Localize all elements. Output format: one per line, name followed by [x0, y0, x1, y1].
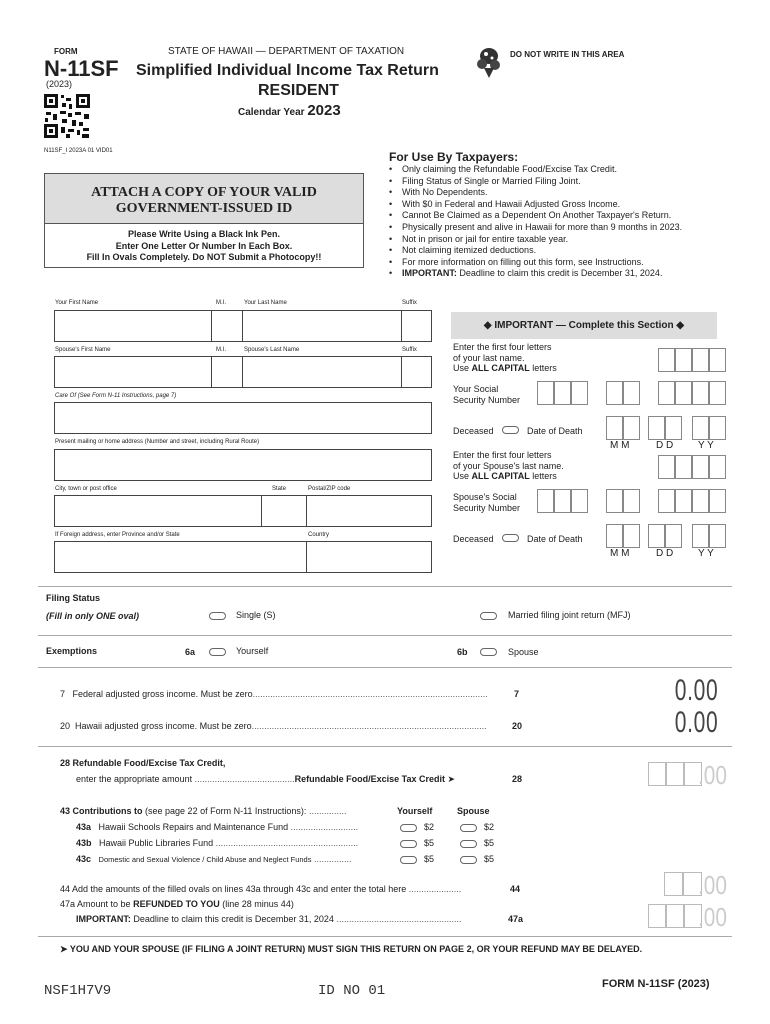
sp-ssn-box-2[interactable] [554, 489, 571, 513]
line-43a: 43a Hawaii Schools Repairs and Maintenance Fund ........................... [76, 822, 359, 832]
line-20: 20 Hawaii adjusted gross income. Must be zero.............................................................................................. [60, 721, 487, 731]
col-yourself: Yourself [397, 806, 433, 816]
line-43-number: 43 [60, 806, 71, 816]
sp-last4-box-3[interactable] [692, 455, 709, 479]
list-item: • For more information on filling out this form, see Instructions. [387, 257, 727, 269]
spouse-last4-instructions [453, 450, 564, 482]
city-field[interactable] [54, 495, 262, 527]
last-name-field[interactable] [242, 310, 402, 342]
divider [38, 667, 732, 668]
43b-yourself-oval[interactable] [400, 840, 417, 848]
43c-yourself-amount: $5 [424, 854, 435, 864]
last4-box-3[interactable] [692, 348, 709, 372]
line-28-text-row: enter the appropriate amount ........................................Refundable Food/Excise Tax Credit ➤ [76, 774, 456, 784]
last4-box-4[interactable] [709, 348, 726, 372]
mm-label: M M [610, 440, 630, 451]
divider [38, 635, 732, 636]
last4-line-2: of your last name. [453, 352, 525, 363]
do-not-write-notice: DO NOT WRITE IN THIS AREA [510, 50, 625, 59]
line-43a-text: Hawaii Schools Repairs and Maintenance Fund [98, 822, 289, 832]
spouse-label: Spouse [508, 647, 539, 657]
state-label: State [272, 486, 287, 492]
43a-yourself-amount: $2 [424, 822, 435, 832]
instr-line-2: Enter One Letter Or Number In Each Box. [115, 240, 293, 251]
last4-box-1[interactable] [658, 348, 675, 372]
exemptions-title: Exemptions [46, 646, 98, 656]
mi-label: M.I. [216, 300, 226, 306]
scan-code-left: NSF1H7V9 [44, 983, 112, 999]
country-label: Country [308, 532, 330, 538]
line-47a-cents: .00 [698, 902, 727, 932]
foreign-province-field[interactable] [54, 541, 307, 573]
sp-last4-line-1: Enter the first four letters [453, 450, 552, 460]
43c-yourself-oval[interactable] [400, 856, 417, 864]
attach-id-banner [45, 174, 363, 224]
line-20-ref: 20 [512, 721, 523, 731]
first-name-label: Your First Name [55, 300, 99, 306]
line-43: 43 Contributions to (see page 22 of Form N-11 Instructions): ............... [60, 806, 347, 816]
last-name-label: Your Last Name [244, 300, 287, 306]
list-item: • Not in prison or jail for entire taxable year. [387, 234, 727, 246]
last4-caps: ALL CAPITAL [471, 363, 530, 373]
col-spouse: Spouse [457, 806, 490, 816]
taxpayers-heading: For Use By Taxpayers: [389, 150, 519, 164]
43b-spouse-amount: $5 [484, 838, 495, 848]
list-item: • Only claiming the Refundable Food/Excise Tax Credit. [387, 164, 727, 176]
important-label: IMPORTANT: [402, 268, 457, 279]
ssn-box-2[interactable] [554, 381, 571, 405]
sp-last4-line-2: of your Spouse's last name. [453, 460, 564, 471]
scan-code-mid: ID NO 01 [318, 983, 386, 999]
form-label: FORM [54, 47, 78, 56]
sp-ssn-box-4[interactable] [606, 489, 623, 513]
form-number: N-11SF [44, 56, 119, 81]
list-item: • Cannot Be Claimed as a Dependent On Another Taxpayer's Return. [387, 210, 727, 222]
amount-box [666, 762, 684, 786]
line-28-amount-field[interactable] [648, 760, 727, 790]
sp-last4-line-3 [453, 471, 564, 482]
line-47a-pre: 47a Amount to be [60, 899, 131, 909]
sp-ssn-box-8[interactable] [692, 489, 709, 513]
address-field[interactable] [54, 449, 432, 481]
line-7-ref: 7 [514, 689, 520, 699]
calendar-year: 2023 [307, 102, 341, 119]
amount-box [648, 762, 666, 786]
spouse-suffix-field[interactable] [401, 356, 432, 388]
spouse-oval[interactable] [480, 648, 497, 656]
city-label: City, town or post office [55, 486, 117, 492]
line-44: 44 Add the amounts of the filled ovals on lines 43a through 43c and enter the total here ..................... [60, 884, 462, 894]
line-43c-number: 43c [76, 854, 92, 864]
sp-dod-mm-box-1[interactable] [606, 524, 623, 548]
ssn-box-4[interactable] [606, 381, 623, 405]
list-item: • Filing Status of Single or Married Filing Joint. [387, 176, 727, 188]
line-6b-number: 6b [457, 647, 468, 657]
form-code: N11SF_I 2023A 01 VID01 [44, 148, 113, 154]
instr-line-3: Fill In Ovals Completely. Do NOT Submit a Photocopy!! [86, 252, 322, 262]
important-banner: ◆ IMPORTANT — Complete this Section ◆ [451, 312, 717, 339]
list-item: • Physically present and alive in Hawaii for more than 9 months in 2023. [387, 222, 727, 234]
form-footer-id: FORM N-11SF (2023) [602, 978, 710, 990]
calendar-year-line [238, 102, 341, 119]
sp-ssn-box-1[interactable] [537, 489, 554, 513]
spouse-first-name-label: Spouse's First Name [55, 347, 111, 353]
sp-last4-caps: ALL CAPITAL [471, 471, 530, 481]
line-44-amount-field[interactable] [664, 870, 727, 900]
line-7-number: 7 [60, 689, 66, 699]
spouse-date-of-death-label: Date of Death [527, 534, 583, 544]
sp-last4-use: Use [453, 471, 470, 481]
line-6a-number: 6a [185, 647, 196, 657]
43a-spouse-oval[interactable] [460, 824, 477, 832]
line-43c-text: Domestic and Sexual Violence / Child Abuse and Neglect Funds [98, 855, 312, 864]
form-title: Simplified Individual Income Tax Return [136, 62, 439, 79]
43c-spouse-amount: $5 [484, 854, 495, 864]
line-43b-text: Hawaii Public Libraries Fund [99, 838, 214, 848]
dod-mm-box-2[interactable] [623, 416, 640, 440]
foreign-label: If Foreign address, enter Province and/or State [55, 532, 180, 538]
line-43c: 43c Domestic and Sexual Violence / Child Abuse and Neglect Funds ............... [76, 854, 352, 864]
last4-instructions [453, 342, 557, 374]
country-field[interactable] [306, 541, 432, 573]
ssn-box-9[interactable] [709, 381, 726, 405]
mfj-oval[interactable] [480, 612, 497, 620]
sp-last4-box-1[interactable] [658, 455, 675, 479]
suffix-label: Suffix [402, 300, 417, 306]
line-28-text: enter the appropriate amount [76, 774, 193, 784]
care-of-field[interactable] [54, 402, 432, 434]
sp-dod-mm-box-2[interactable] [623, 524, 640, 548]
sign-notice: ➤ YOU AND YOUR SPOUSE (IF FILING A JOINT RETURN) MUST SIGN THIS RETURN ON PAGE 2, OR YOUR REFUND MAY BE DELAYED. [60, 944, 643, 954]
divider [38, 936, 732, 937]
43c-spouse-oval[interactable] [460, 856, 477, 864]
ssn-box-5[interactable] [623, 381, 640, 405]
last4-letters: letters [532, 363, 557, 373]
line-43-bold: Contributions to [72, 806, 143, 816]
date-of-death-label: Date of Death [527, 426, 583, 436]
instr-line-1: Please Write Using a Black Ink Pen. [128, 229, 280, 239]
ssn-box-7[interactable] [675, 381, 692, 405]
sp-ssn-box-3[interactable] [571, 489, 588, 513]
line-20-number: 20 [60, 721, 71, 731]
line-47a-amount-field[interactable] [648, 902, 727, 932]
sp-dod-dd-box-2[interactable] [665, 524, 682, 548]
list-item: • With No Dependents. [387, 187, 727, 199]
ssn-line-2: Security Number [453, 394, 521, 405]
line-44-cents: .00 [698, 870, 727, 900]
deceased-oval[interactable] [502, 426, 519, 434]
last4-use: Use [453, 363, 470, 373]
line-28-bold: Refundable Food/Excise Tax Credit [294, 774, 445, 784]
form-year: (2023) [46, 79, 73, 89]
dod-yy-box-1[interactable] [692, 416, 709, 440]
line-47a [60, 899, 294, 909]
amount-box [666, 904, 684, 928]
list-item: • Not claiming itemized deductions. [387, 245, 727, 257]
address-label: Present mailing or home address (Number and street, including Rural Route) [55, 439, 260, 445]
last4-line-1: Enter the first four letters [453, 342, 552, 352]
state-seal-icon [476, 46, 502, 80]
zip-field[interactable] [306, 495, 432, 527]
line-7-text: Federal adjusted gross income. Must be zero [72, 689, 253, 699]
filing-status-sub: (Fill in only ONE oval) [46, 611, 140, 621]
zip-label: Postal/ZIP code [308, 486, 351, 492]
ssn-box-6[interactable] [658, 381, 675, 405]
form-subtitle: RESIDENT [258, 82, 339, 99]
ssn-box-3[interactable] [571, 381, 588, 405]
calendar-prefix: Calendar Year [238, 107, 305, 118]
dod-mm-box-1[interactable] [606, 416, 623, 440]
yourself-oval[interactable] [209, 648, 226, 656]
attach-instructions [45, 224, 363, 264]
dd-label: D D [656, 440, 674, 451]
line-47a-imp-label: IMPORTANT: [76, 914, 131, 924]
single-oval[interactable] [209, 612, 226, 620]
last4-line-3 [453, 363, 557, 374]
sp-ssn-box-9[interactable] [709, 489, 726, 513]
line-44-text: 44 Add the amounts of the filled ovals on lines 43a through 43c and enter the total here [60, 884, 407, 894]
sp-last4-box-4[interactable] [709, 455, 726, 479]
mi-field[interactable] [211, 310, 243, 342]
sp-last4-letters: letters [532, 471, 557, 481]
sp-yy-label: Y Y [698, 548, 714, 559]
sp-dod-yy-box-2[interactable] [709, 524, 726, 548]
line-47a-important: IMPORTANT: Deadline to claim this credit is December 31, 2024 .................................................. [76, 914, 462, 924]
line-7-value: 0.00 [674, 674, 718, 707]
43a-yourself-oval[interactable] [400, 824, 417, 832]
line-43b-number: 43b [76, 838, 92, 848]
divider [38, 586, 732, 587]
sp-ssn-line-1: Spouse's Social [453, 492, 517, 502]
suffix-field[interactable] [401, 310, 432, 342]
spouse-mi-field[interactable] [211, 356, 243, 388]
state-field[interactable] [261, 495, 307, 527]
single-label: Single (S) [236, 610, 276, 620]
amount-box [648, 904, 666, 928]
line-44-ref: 44 [510, 884, 521, 894]
line-7: 7 Federal adjusted gross income. Must be zero.............................................................................................. [60, 689, 488, 699]
attach-id-box [44, 173, 364, 268]
ssn-box-1[interactable] [537, 381, 554, 405]
43b-yourself-amount: $5 [424, 838, 435, 848]
first-name-field[interactable] [54, 310, 212, 342]
line-28-cents: .00 [698, 760, 727, 790]
agency-name: STATE OF HAWAII — DEPARTMENT OF TAXATION [168, 46, 405, 57]
43a-spouse-amount: $2 [484, 822, 495, 832]
spouse-ssn-label [453, 492, 520, 513]
sp-mm-label: M M [610, 548, 630, 559]
divider [38, 746, 732, 747]
attach-title-1: ATTACH A COPY OF YOUR VALID [91, 185, 317, 200]
spouse-deceased-label: Deceased [453, 534, 494, 544]
sp-dd-label: D D [656, 548, 674, 559]
line-47a-post: (line 28 minus 44) [222, 899, 294, 909]
dod-dd-box-1[interactable] [648, 416, 665, 440]
attach-title-2: GOVERNMENT-ISSUED ID [115, 201, 293, 216]
list-item: • With $0 in Federal and Hawaii Adjusted Gross Income. [387, 199, 727, 211]
sp-last4-box-2[interactable] [675, 455, 692, 479]
line-43b: 43b Hawaii Public Libraries Fund ......................................................... [76, 838, 359, 848]
yourself-label: Yourself [236, 646, 269, 656]
line-43-text: (see page 22 of Form N-11 Instructions): [145, 806, 307, 816]
amount-box [664, 872, 683, 896]
care-of-label: Care Of (See Form N-11 Instructions, page 7) [55, 393, 177, 399]
spouse-last-name-field[interactable] [242, 356, 402, 388]
important-text: Deadline to claim this credit is December 31, 2024. [459, 268, 663, 279]
sp-ssn-box-5[interactable] [623, 489, 640, 513]
dod-yy-box-2[interactable] [709, 416, 726, 440]
yy-label: Y Y [698, 440, 714, 451]
ssn-box-8[interactable] [692, 381, 709, 405]
mfj-label: Married filing joint return (MFJ) [508, 610, 631, 620]
line-43a-number: 43a [76, 822, 92, 832]
qr-code-icon [44, 94, 90, 138]
line-20-text: Hawaii adjusted gross income. Must be zero [75, 721, 252, 731]
line-47a-bold: REFUNDED TO YOU [133, 899, 220, 909]
dod-dd-box-2[interactable] [665, 416, 682, 440]
taxpayers-list [387, 164, 727, 280]
last4-box-2[interactable] [675, 348, 692, 372]
spouse-deceased-oval[interactable] [502, 534, 519, 542]
sp-dod-yy-box-1[interactable] [692, 524, 709, 548]
deceased-label: Deceased [453, 426, 494, 436]
line-47a-ref: 47a [508, 914, 524, 924]
ssn-label [453, 384, 520, 405]
spouse-mi-label: M.I. [216, 347, 226, 353]
spouse-suffix-label: Suffix [402, 347, 417, 353]
ssn-line-1: Your Social [453, 384, 499, 394]
sp-ssn-box-6[interactable] [658, 489, 675, 513]
spouse-first-name-field[interactable] [54, 356, 212, 388]
sp-ssn-box-7[interactable] [675, 489, 692, 513]
line-47a-imp-text: Deadline to claim this credit is December 31, 2024 [133, 914, 334, 924]
sp-dod-dd-box-1[interactable] [648, 524, 665, 548]
sp-ssn-line-2: Security Number [453, 502, 521, 513]
line-28-ref: 28 [512, 774, 523, 784]
list-item-important [387, 268, 727, 280]
43b-spouse-oval[interactable] [460, 840, 477, 848]
spouse-last-name-label: Spouse's Last Name [244, 347, 300, 353]
arrow-right-icon: ➤ [447, 774, 456, 784]
filing-status-title: Filing Status [46, 593, 100, 603]
line-28-title: 28 Refundable Food/Excise Tax Credit, [60, 758, 226, 768]
line-20-value: 0.00 [674, 706, 718, 739]
